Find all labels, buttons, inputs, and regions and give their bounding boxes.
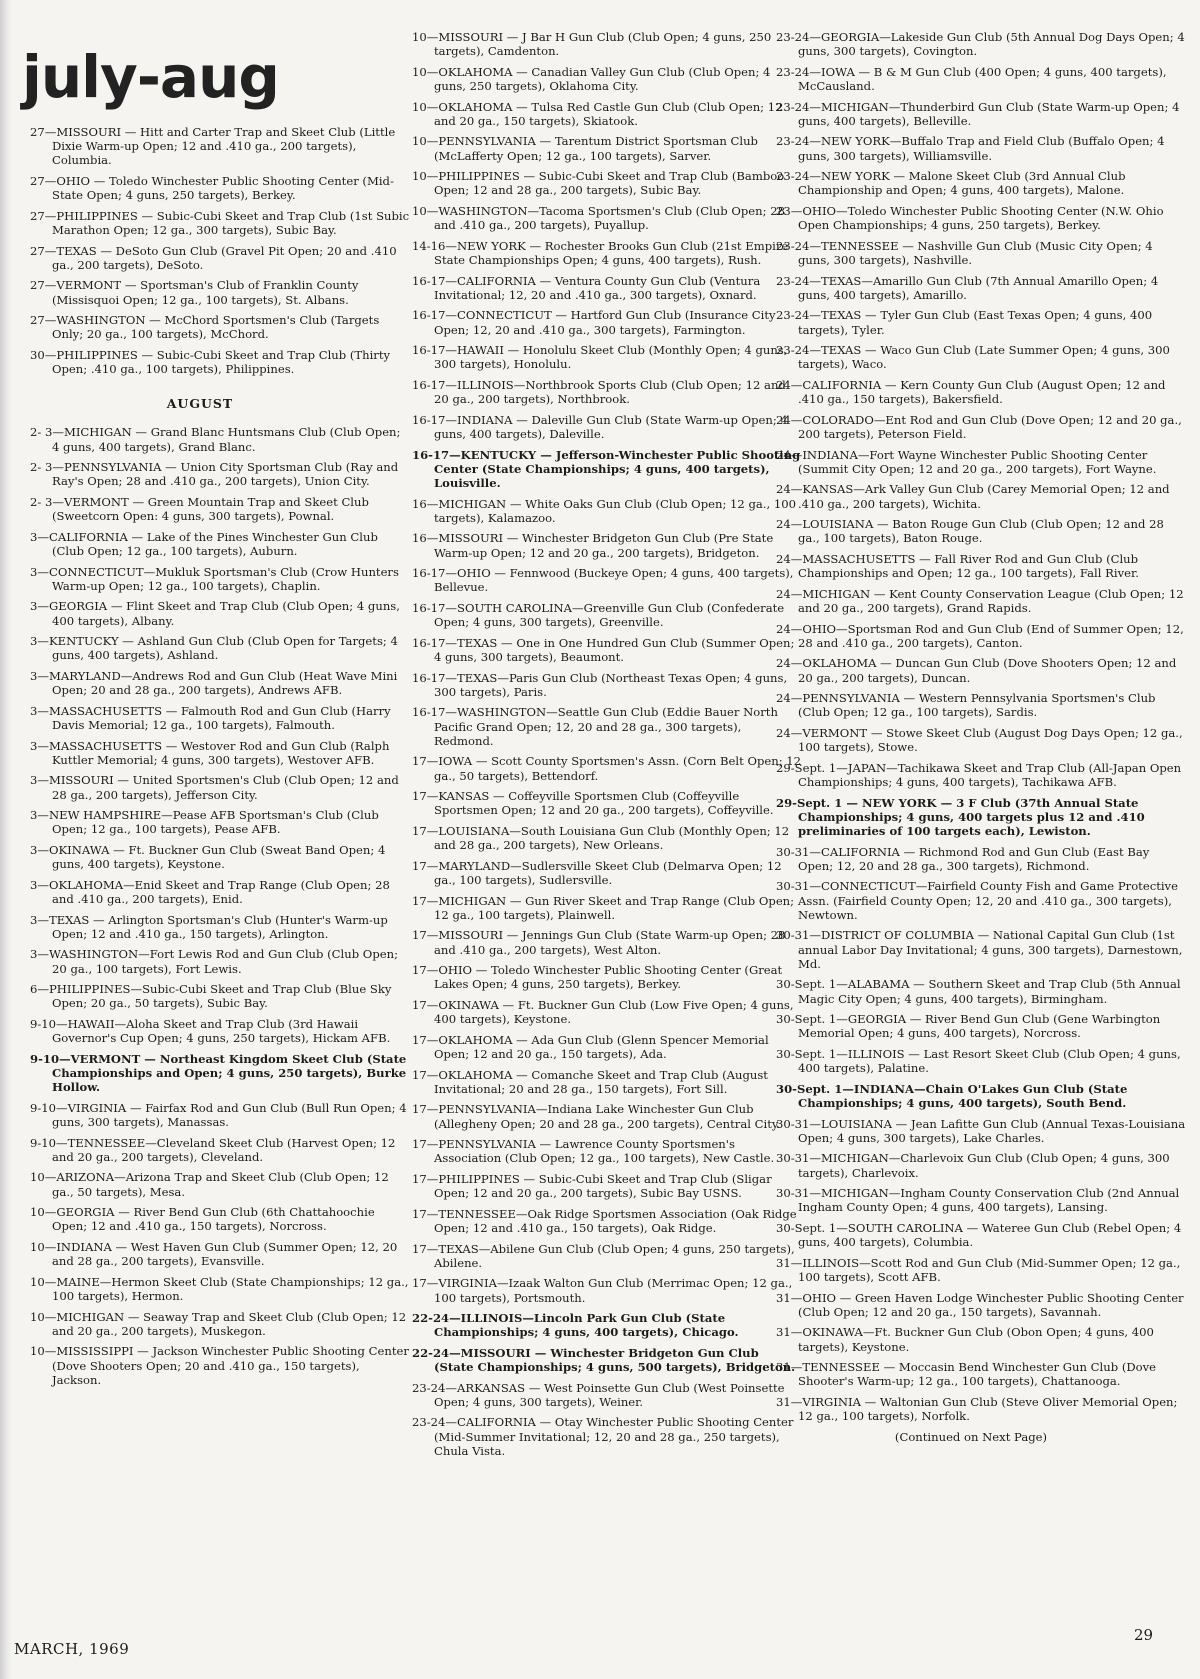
entries-bold <box>412 1311 802 1374</box>
list-item: 29-Sept. 1 — NEW YORK — 3 F Club (37th Annual State Championships; 4 guns, 400 targets plus 12 and .410 preliminaries of 100 targets each), Lewiston. <box>776 795 1145 838</box>
list-item: 16-17—TEXAS—Paris Gun Club (Northeast Texas Open; 4 guns, 300 targets), Paris. <box>412 670 788 699</box>
list-item: 16-17—SOUTH CAROLINA—Greenville Gun Club (Confederate Open; 4 guns, 300 targets), Greenville. <box>412 600 785 630</box>
list-item: 17—MISSOURI — Jennings Gun Club (State Warm-up Open; 28 and .410 ga., 200 targets), West Alton. <box>412 928 786 957</box>
list-item: 23—OHIO—Toledo Winchester Public Shooting Center (N.W. Ohio Open Championships; 4 guns, 250 targets), Berkey. <box>776 203 1164 233</box>
list-item: 24—CALIFORNIA — Kern County Gun Club (August Open; 12 and .410 ga., 150 targets), Bakersfield. <box>776 377 1166 407</box>
list-item: 17—TENNESSEE—Oak Ridge Sportsmen Association (Oak Ridge Open; 12 and .410 ga., 150 targets), Oak Ridge. <box>412 1206 797 1235</box>
list-item: 16-17—INDIANA — Daleville Gun Club (State Warm-up Open; 4 guns, 400 targets), Daleville. <box>412 412 788 441</box>
list-item: 9-10—VIRGINIA — Fairfax Rod and Gun Club (Bull Run Open; 4 guns, 300 targets), Manassas. <box>30 1100 407 1129</box>
list-item: 16—MISSOURI — Winchester Bridgeton Gun Club (Pre State Warm-up Open; 12 and 20 ga., 200 targets), Bridgeton. <box>412 531 774 560</box>
list-item: 23-24—NEW YORK — Malone Skeet Club (3rd Annual Club Championship and Open; 4 guns, 400 targets), Malone. <box>776 169 1126 198</box>
list-item: 27—PHILIPPINES — Subic-Cubi Skeet and Trap Club (1st Subic Marathon Open; 12 ga., 300 targets), Subic Bay. <box>30 208 410 237</box>
august-entries <box>30 425 410 1045</box>
list-item: 10—MISSISSIPPI — Jackson Winchester Public Shooting Center (Dove Shooters Open; 20 and .410 ga., 150 targets), Jackson. <box>30 1344 409 1387</box>
list-item: 3—CALIFORNIA — Lake of the Pines Winchester Gun Club (Club Open; 12 ga., 100 targets), Auburn. <box>30 529 378 558</box>
list-item: 3—OKLAHOMA—Enid Skeet and Trap Range (Club Open; 28 and .410 ga., 200 targets), Enid. <box>30 877 390 906</box>
page-number: 29 <box>1134 1626 1154 1644</box>
footer-date: MARCH, 1969 <box>14 1640 130 1658</box>
list-item: 17—IOWA — Scott County Sportsmen's Assn. (Corn Belt Open; 12 ga., 50 targets), Bettendorf. <box>412 754 802 783</box>
entries <box>412 30 802 441</box>
list-item: 30-31—MICHIGAN—Ingham County Conservation Club (2nd Annual Ingham County Open; 4 guns, 400 targets), Lansing. <box>776 1186 1180 1215</box>
list-item: 24—MASSACHUSETTS — Fall River Rod and Gun Club (Club Championships and Open; 12 ga., 100 targets), Fall River. <box>776 551 1139 581</box>
list-item: 2- 3—PENNSYLVANIA — Union City Sportsman Club (Ray and Ray's Open; 28 and .410 ga., 200 targets), Union City. <box>30 460 399 489</box>
list-item: 16-17—HAWAII — Honolulu Skeet Club (Monthly Open; 4 guns, 300 targets), Honolulu. <box>412 343 788 372</box>
list-item: 23-24—IOWA — B & M Gun Club (400 Open; 4 guns, 400 targets), McCausland. <box>776 64 1167 93</box>
list-item: 3—NEW HAMPSHIRE—Pease AFB Sportsman's Club (Club Open; 12 ga., 100 targets), Pease AFB. <box>30 808 379 837</box>
list-item: 3—WASHINGTON—Fort Lewis Rod and Gun Club (Club Open; 20 ga., 100 targets), Fort Lewis. <box>30 947 398 976</box>
list-item: 31—ILLINOIS—Scott Rod and Gun Club (Mid-Summer Open; 12 ga., 100 targets), Scott AFB. <box>776 1255 1181 1284</box>
list-item: 10—INDIANA — West Haven Gun Club (Summer Open; 12, 20 and 28 ga., 200 targets), Evansville. <box>30 1239 398 1269</box>
list-item: 17—PENNSYLVANIA — Lawrence County Sportsmen's Association (Club Open; 12 ga., 100 targets), New Castle. <box>412 1137 775 1166</box>
list-item: 31—VIRGINIA — Waltonian Gun Club (Steve Oliver Memorial Open; 12 ga., 100 targets), Norfolk. <box>776 1394 1178 1424</box>
list-item: 30—PHILIPPINES — Subic-Cubi Skeet and Trap Club (Thirty Open; .410 ga., 100 targets), Philippines. <box>30 347 391 377</box>
list-item: 24—OKLAHOMA — Duncan Gun Club (Dove Shooters Open; 12 and 20 ga., 200 targets), Duncan. <box>776 656 1177 685</box>
list-item: 23-24—TEXAS—Amarillo Gun Club (7th Annual Amarillo Open; 4 guns, 400 targets), Amarillo. <box>776 273 1159 302</box>
list-item: 10—OKLAHOMA — Tulsa Red Castle Gun Club (Club Open; 12 and 20 ga., 150 targets), Skiatook. <box>412 99 783 128</box>
list-item: 29-Sept. 1—JAPAN—Tachikawa Skeet and Trap Club (All-Japan Open Championships; 4 guns, 400 targets), Tachikawa AFB. <box>776 760 1182 789</box>
list-item: 10—MAINE—Hermon Skeet Club (State Championships; 12 ga., 100 targets), Hermon. <box>30 1274 409 1303</box>
list-item: 3—MASSACHUSETTS — Westover Rod and Gun Club (Ralph Kuttler Memorial; 4 guns, 300 targets), Westover AFB. <box>30 738 390 767</box>
list-item: 24—LOUISIANA — Baton Rouge Gun Club (Club Open; 12 and 28 ga., 100 targets), Baton Rouge. <box>776 517 1164 546</box>
list-item: 27—VERMONT — Sportsman's Club of Franklin County (Missisquoi Open; 12 ga., 100 targets), St. Albans. <box>30 278 359 307</box>
list-item: 23-24—ARKANSAS — West Poinsette Gun Club (West Poinsette Open; 4 guns, 300 targets), Weiner. <box>412 1380 785 1409</box>
list-item: 3—GEORGIA — Flint Skeet and Trap Club (Club Open; 4 guns, 400 targets), Albany. <box>30 599 400 628</box>
list-item: 24—COLORADO—Ent Rod and Gun Club (Dove Open; 12 and 20 ga., 200 targets), Peterson Field. <box>776 412 1182 441</box>
list-item: 27—OHIO — Toledo Winchester Public Shooting Center (Mid-State Open; 4 guns, 250 targets), Berkey. <box>30 174 394 203</box>
list-item: 27—MISSOURI — Hitt and Carter Trap and Skeet Club (Little Dixie Warm-up Open; 12 and .410 ga., 200 targets), Columbia. <box>30 125 396 168</box>
list-item: 23-24—TENNESSEE — Nashville Gun Club (Music City Open; 4 guns, 300 targets), Nashville. <box>776 238 1153 267</box>
list-item: 23-24—MICHIGAN—Thunderbird Gun Club (State Warm-up Open; 4 guns, 400 targets), Belleville. <box>776 99 1180 128</box>
list-item: 17—TEXAS—Abilene Gun Club (Club Open; 4 guns, 250 targets), Abilene. <box>412 1241 795 1270</box>
list-item: 9-10—TENNESSEE—Cleveland Skeet Club (Harvest Open; 12 and 20 ga., 200 targets), Cleveland. <box>30 1135 396 1164</box>
list-item: 30-31—DISTRICT OF COLUMBIA — National Capital Gun Club (1st annual Labor Day Invitational; 4 guns, 300 targets), Darnestown, Md. <box>776 928 1183 971</box>
list-item: 17—OKLAHOMA — Comanche Skeet and Trap Club (August Invitational; 20 and 28 ga., 150 targets), Fort Sill. <box>412 1067 768 1096</box>
list-item: 17—OKLAHOMA — Ada Gun Club (Glenn Spencer Memorial Open; 12 and 20 ga., 150 targets), Ada. <box>412 1032 769 1061</box>
list-item: 30-Sept. 1—ILLINOIS — Last Resort Skeet Club (Club Open; 4 guns, 400 targets), Palatine. <box>776 1046 1181 1076</box>
list-item: 16-17—CALIFORNIA — Ventura County Gun Club (Ventura Invitational; 12, 20 and .410 ga., 300 targets), Oxnard. <box>412 273 761 302</box>
list-item: 16-17—CONNECTICUT — Hartford Gun Club (Insurance City Open; 12, 20 and .410 ga., 300 targets), Farmington. <box>412 308 776 337</box>
list-item: 3—TEXAS — Arlington Sportsman's Club (Hunter's Warm-up Open; 12 and .410 ga., 150 targets), Arlington. <box>30 912 388 941</box>
list-item: 16-17—KENTUCKY — Jefferson-Winchester Public Shooting Center (State Championships; 4 guns, 400 targets), Louisville. <box>412 447 801 490</box>
list-item: 17—VIRGINIA—Izaak Walton Gun Club (Merrimac Open; 12 ga., 100 targets), Portsmouth. <box>412 1276 793 1305</box>
list-item: 2- 3—VERMONT — Green Mountain Trap and Skeet Club (Sweetcorn Open: 4 guns, 300 targets), Pownal. <box>30 494 369 524</box>
continued-note: (Continued on Next Page) <box>894 1429 1048 1444</box>
list-item: 3—MASSACHUSETTS — Falmouth Rod and Gun Club (Harry Davis Memorial; 12 ga., 100 targets), Falmouth. <box>30 703 391 732</box>
list-item: 24—PENNSYLVANIA — Western Pennsylvania Sportsmen's Club (Club Open; 12 ga., 100 targets), Sardis. <box>776 691 1156 720</box>
list-item: 9-10—VERMONT — Northeast Kingdom Skeet Club (State Championships and Open; 4 guns, 250 targets), Burke Hollow. <box>30 1051 407 1095</box>
list-item: 23-24—CALIFORNIA — Otay Winchester Public Shooting Center (Mid-Summer Invitational; 12, 20 and 28 ga., 250 targets), Chula Vista. <box>412 1415 794 1458</box>
list-item: 10—MISSOURI — J Bar H Gun Club (Club Open; 4 guns, 250 targets), Camdenton. <box>412 30 772 59</box>
july-entries <box>30 125 410 376</box>
page-binding-edge <box>0 0 12 1679</box>
list-item: 3—MARYLAND—Andrews Rod and Gun Club (Heat Wave Mini Open; 20 and 28 ga., 200 targets), Andrews AFB. <box>30 668 398 698</box>
section-heading-august: AUGUST <box>166 396 234 412</box>
list-item: 27—TEXAS — DeSoto Gun Club (Gravel Pit Open; 20 and .410 ga., 200 targets), DeSoto. <box>30 243 397 272</box>
list-item: 16-17—ILLINOIS—Northbrook Sports Club (Club Open; 12 and 20 ga., 200 targets), Northbrook. <box>412 377 786 407</box>
list-item: 17—LOUISIANA—South Louisiana Gun Club (Monthly Open; 12 and 28 ga., 200 targets), New Orleans. <box>412 823 790 853</box>
list-item: 23-24—TEXAS — Waco Gun Club (Late Summer Open; 4 guns, 300 targets), Waco. <box>776 343 1170 372</box>
list-item: 17—PHILIPPINES — Subic-Cubi Skeet and Trap Club (Sligar Open; 12 and 20 ga., 200 targets), Subic Bay USNS. <box>412 1171 772 1201</box>
list-item: 3—OKINAWA — Ft. Buckner Gun Club (Sweat Band Open; 4 guns, 400 targets), Keystone. <box>30 842 386 872</box>
list-item: 14-16—NEW YORK — Rochester Brooks Gun Club (21st Empire State Championships Open; 4 guns, 400 targets), Rush. <box>412 238 789 267</box>
entries <box>412 497 802 1305</box>
list-item: 31—OHIO — Green Haven Lodge Winchester Public Shooting Center (Club Open; 12 and 20 ga., 150 targets), Savannah. <box>776 1290 1184 1319</box>
list-item: 23-24—NEW YORK—Buffalo Trap and Field Club (Buffalo Open; 4 guns, 300 targets), Williamsville. <box>776 134 1165 163</box>
list-item: 3—MISSOURI — United Sportsmen's Club (Club Open; 12 and 28 ga., 200 targets), Jefferson City. <box>30 773 399 802</box>
list-item: 30-Sept. 1—INDIANA—Chain O'Lakes Gun Club (State Championships; 4 guns, 400 targets), South Bend. <box>776 1081 1128 1110</box>
list-item: 24—KANSAS—Ark Valley Gun Club (Carey Memorial Open; 12 and .410 ga., 200 targets), Wichita. <box>776 482 1170 511</box>
list-item: 27—WASHINGTON — McChord Sportsmen's Club (Targets Only; 20 ga., 100 targets), McChord. <box>30 313 380 342</box>
list-item: 31—OKINAWA—Ft. Buckner Gun Club (Obon Open; 4 guns, 400 targets), Keystone. <box>776 1325 1154 1354</box>
list-item: 17—KANSAS — Coffeyville Sportsmen Club (Coffeyville Sportsmen Open; 12 and 20 ga., 200 targets), Coffeyville. <box>412 789 774 818</box>
list-item: 24—MICHIGAN — Kent County Conservation League (Club Open; 12 and 20 ga., 200 targets), Grand Rapids. <box>776 586 1184 615</box>
list-item: 30-Sept. 1—GEORGIA — River Bend Gun Club (Gene Warbington Memorial Open; 4 guns, 400 targets), Norcross. <box>776 1012 1161 1041</box>
list-item: 24—INDIANA—Fort Wayne Winchester Public Shooting Center (Summit City Open; 12 and 20 ga., 200 targets), Fort Wayne. <box>776 447 1157 476</box>
list-item: 10—OKLAHOMA — Canadian Valley Gun Club (Club Open; 4 guns, 250 targets), Oklahoma City. <box>412 64 771 93</box>
list-item: 10—PENNSYLVANIA — Tarentum District Sportsman Club (McLafferty Open; 12 ga., 100 targets), Sarver. <box>412 134 758 163</box>
list-item: 17—OKINAWA — Ft. Buckner Gun Club (Low Five Open; 4 guns, 400 targets), Keystone. <box>412 997 794 1027</box>
list-item: 30-31—CONNECTICUT—Fairfield County Fish and Game Protective Assn. (Fairfield County Open; 12, 20 and .410 ga., 300 targets), Newtown. <box>776 879 1178 922</box>
list-item: 30-31—LOUISIANA — Jean Lafitte Gun Club (Annual Texas-Louisiana Open; 4 guns, 300 targets), Lake Charles. <box>776 1116 1186 1145</box>
august-entries <box>30 1101 410 1387</box>
entries <box>776 845 1186 1076</box>
entries <box>776 1117 1186 1424</box>
list-item: 23-24—GEORGIA—Lakeside Gun Club (5th Annual Dog Days Open; 4 guns, 300 targets), Covington. <box>776 30 1185 59</box>
column-left <box>30 125 410 1393</box>
list-item: 3—CONNECTICUT—Mukluk Sportsman's Club (Crow Hunters Warm-up Open; 12 ga., 100 targets), Chaplin. <box>30 564 399 593</box>
list-item: 16—MICHIGAN — White Oaks Gun Club (Club Open; 12 ga., 100 targets), Kalamazoo. <box>412 496 796 525</box>
list-item: 24—OHIO—Sportsman Rod and Gun Club (End of Summer Open; 12, 28 and .410 ga., 200 targets), Canton. <box>776 621 1184 650</box>
list-item: 31—TENNESSEE — Moccasin Bend Winchester Gun Club (Dove Shooter's Warm-up; 12 ga., 100 targets), Chattanooga. <box>776 1360 1157 1389</box>
list-item: 22-24—MISSOURI — Winchester Bridgeton Gun Club (State Championships; 4 guns, 500 targets), Bridgeton. <box>412 1345 796 1375</box>
list-item: 17—MICHIGAN — Gun River Skeet and Trap Range (Club Open; 12 ga., 100 targets), Plainwell. <box>412 893 795 922</box>
list-item: 10—GEORGIA — River Bend Gun Club (6th Chattahoochie Open; 12 and .410 ga., 150 targets), Norcross. <box>30 1205 375 1234</box>
list-item: 23-24—TEXAS — Tyler Gun Club (East Texas Open; 4 guns, 400 targets), Tyler. <box>776 308 1153 337</box>
list-item: 10—MICHIGAN — Seaway Trap and Skeet Club (Club Open; 12 and 20 ga., 200 targets), Muskegon. <box>30 1309 407 1338</box>
list-item: 17—PENNSYLVANIA—Indiana Lake Winchester Gun Club (Allegheny Open; 20 and 28 ga., 200 targets), Central City. <box>412 1102 781 1131</box>
page-title: july-aug <box>22 43 279 111</box>
list-item: 30-Sept. 1—ALABAMA — Southern Skeet and Trap Club (5th Annual Magic City Open; 4 guns, 400 targets), Birmingham. <box>776 977 1181 1006</box>
entries <box>776 30 1186 789</box>
column-right <box>776 30 1186 1444</box>
entries <box>412 1381 802 1458</box>
list-item: 16-17—TEXAS — One in One Hundred Gun Club (Summer Open; 4 guns, 300 targets), Beaumont. <box>412 635 795 664</box>
list-item: 16-17—WASHINGTON—Seattle Gun Club (Eddie Bauer North Pacific Grand Open; 12, 20 and 28 ga., 300 targets), Redmond. <box>412 705 778 748</box>
list-item: 10—ARIZONA—Arizona Trap and Skeet Club (Club Open; 12 ga., 50 targets), Mesa. <box>30 1170 389 1199</box>
list-item: 30-31—MICHIGAN—Charlevoix Gun Club (Club Open; 4 guns, 300 targets), Charlevoix. <box>776 1151 1170 1180</box>
column-middle <box>412 30 802 1464</box>
list-item: 2- 3—MICHIGAN — Grand Blanc Huntsmans Club (Club Open; 4 guns, 400 targets), Grand Blanc. <box>30 425 401 454</box>
list-item: 30-Sept. 1—SOUTH CAROLINA — Wateree Gun Club (Rebel Open; 4 guns, 400 targets), Columbia. <box>776 1220 1182 1250</box>
list-item: 9-10—HAWAII—Aloha Skeet and Trap Club (3rd Hawaii Governor's Cup Open; 4 guns, 250 targets), Hickam AFB. <box>30 1016 391 1046</box>
list-item: 17—MARYLAND—Sudlersville Skeet Club (Delmarva Open; 12 ga., 100 targets), Sudlersville. <box>412 858 782 887</box>
list-item: 24—VERMONT — Stowe Skeet Club (August Dog Days Open; 12 ga., 100 targets), Stowe. <box>776 725 1183 755</box>
list-item: 17—OHIO — Toledo Winchester Public Shooting Center (Great Lakes Open; 4 guns, 250 targets), Berkey. <box>412 963 783 992</box>
list-item: 6—PHILIPPINES—Subic-Cubi Skeet and Trap Club (Blue Sky Open; 20 ga., 50 targets), Subic Bay. <box>30 982 392 1011</box>
list-item: 3—KENTUCKY — Ashland Gun Club (Club Open for Targets; 4 guns, 400 targets), Ashland. <box>30 634 398 663</box>
list-item: 10—WASHINGTON—Tacoma Sportsmen's Club (Club Open; 28 and .410 ga., 200 targets), Puyallup. <box>412 203 785 233</box>
list-item: 10—PHILIPPINES — Subic-Cubi Skeet and Trap Club (Bamboo Open; 12 and 28 ga., 200 targets), Subic Bay. <box>412 169 785 198</box>
list-item: 30-31—CALIFORNIA — Richmond Rod and Gun Club (East Bay Open; 12, 20 and 28 ga., 300 targets), Richmond. <box>776 844 1150 873</box>
list-item: 16-17—OHIO — Fennwood (Buckeye Open; 4 guns, 400 targets), Bellevue. <box>412 566 794 595</box>
list-item: 22-24—ILLINOIS—Lincoln Park Gun Club (State Championships; 4 guns, 400 targets), Chicago. <box>412 1311 739 1340</box>
